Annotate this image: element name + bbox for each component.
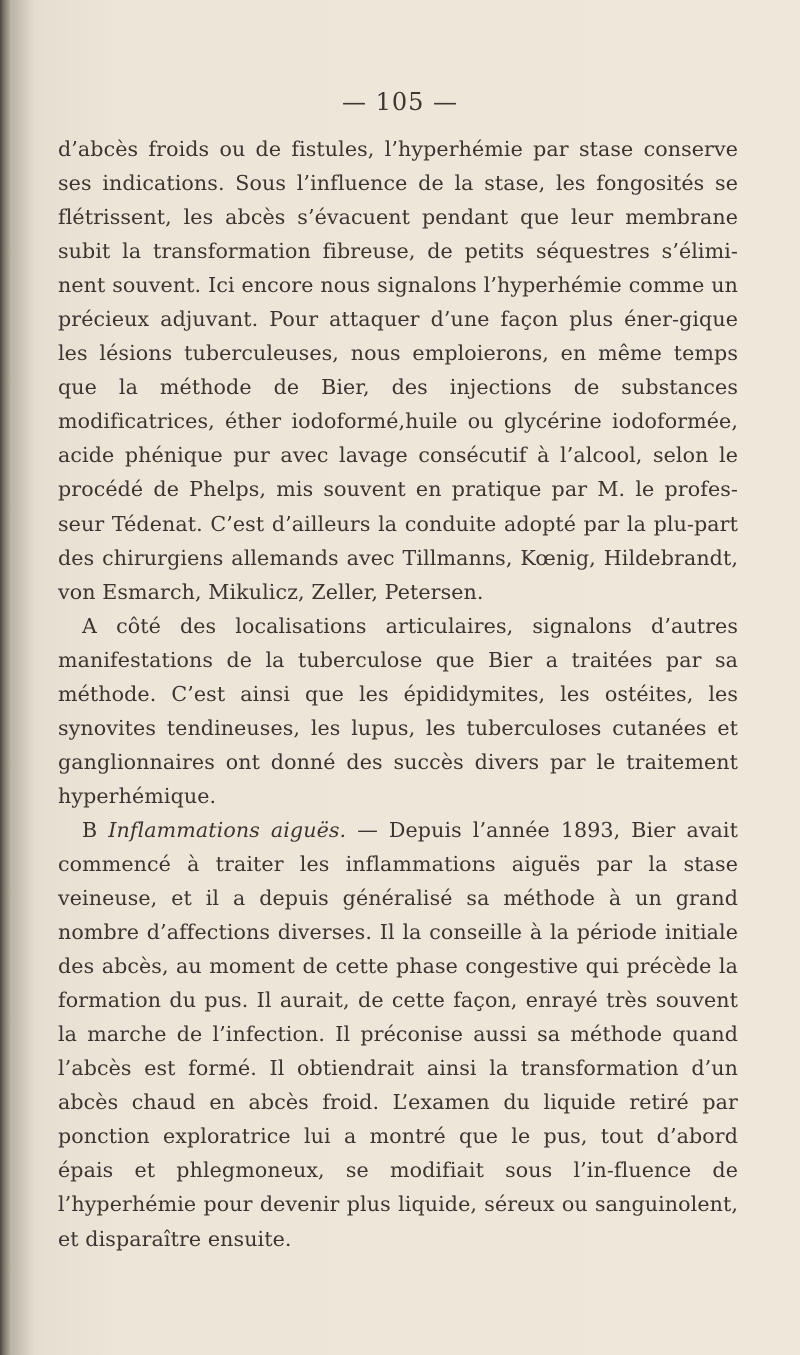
paragraph-1: d’abcès froids ou de fistules, l’hyperhémie par stase conserve ses indications. Sous l’influence de la stase, les fongosités se flétrissent, les abcès s’évacuent pendant que leur membrane subit la transformation fibreuse, de petits séquestres s’élimi-nent souvent. Ici encore nous signalons l’hyperhémie comme un précieux adjuvant. Pour attaquer d’une façon plus éner-gique les lésions tuberculeuses, nous emploierons, en même temps que la méthode de Bier, des injections de substances modificatrices, éther iodoformé,huile ou glycérine iodoformée, acide phénique pur avec lavage consécutif à l’alcool, selon le procédé de Phelps, mis souvent en pratique par M. le profes-seur Tédenat. C’est d’ailleurs la conduite adopté par la plu-part des chirurgiens allemands avec Tillmanns, Kœnig, Hildebrandt, von Esmarch, Mikulicz, Zeller, Petersen. <box>58 137 738 604</box>
section-letter: B <box>82 817 98 842</box>
section-title: Inflammations aiguës. <box>108 817 347 842</box>
paragraph-2: A côté des localisations articulaires, signalons d’autres manifestations de la tuberculose que Bier a traitées par sa méthode. C’est ainsi que les épididymites, les ostéites, les synovites tendineuses, les lupus, les tuberculoses cutanées et ganglionnaires ont donné des succès divers par le traitement hyperhémique. <box>58 613 738 808</box>
page-number: — 105 — <box>341 88 459 116</box>
paragraph-3 <box>58 813 738 1256</box>
paragraph-3-text: — Depuis l’année 1893, Bier avait commencé à traiter les inflammations aiguës par la stase veineuse, et il a depuis généralisé sa méthode à un grand nombre d’affections diverses. Il la conseille à la période initiale des abcès, au moment de cette phase congestive qui précède la formation du pus. Il aurait, de cette façon, enrayé très souvent la marche de l’infection. Il préconise aussi sa méthode quand l’abcès est formé. Il obtiendrait ainsi la transformation d’un abcès chaud en abcès froid. L’examen du liquide retiré par ponction exploratrice lui a montré que le pus, tout d’abord épais et phlegmoneux, se modifiait sous l’in-fluence de l’hyperhémie pour devenir plus liquide, séreux ou sanguinolent, et disparaître ensuite. <box>58 817 738 1251</box>
page-binding-shadow <box>10 0 34 1355</box>
body-text <box>58 132 738 1256</box>
page-binding-edge <box>0 0 10 1355</box>
